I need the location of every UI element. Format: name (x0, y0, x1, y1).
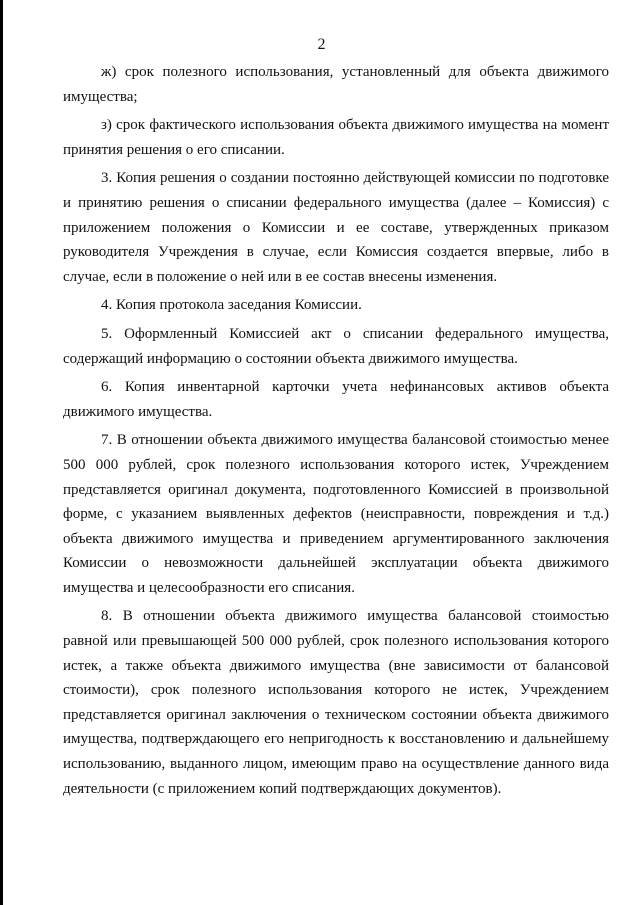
paragraph-item-zh: ж) срок полезного использования, установленный для объекта движимого имущества; (63, 64, 609, 105)
paragraph-item-7: 7. В отношении объекта движимого имущества балансовой стоимостью менее 500 000 рублей, срок полезного использования которого истек, Учреждением представляется оригинал документа, подготовленного Комиссией в произвольной форме, с указанием выявленных дефектов (неисправности, повреждения и т.д.) объекта движимого имущества и приведением аргументированного заключения Комиссии о невозможности дальнейшей эксплуатации объекта движимого имущества и целесообразности его списания. (63, 432, 609, 596)
paragraph-item-3: 3. Копия решения о создании постоянно действующей комиссии по подготовке и принятию решения о списании федерального имущества (далее – Комиссия) с приложением положения о Комиссии и ее составе, утвержденных приказом руководителя Учреждения в случае, если Комиссия создается впервые, либо в случае, если в положение о ней или в ее состав внесены изменения. (63, 170, 609, 285)
document-body (63, 60, 609, 805)
paragraph-item-4: 4. Копия протокола заседания Комиссии. (101, 297, 362, 314)
paragraph-item-z: з) срок фактического использования объекта движимого имущества на момент принятия решения о его списании. (63, 117, 609, 158)
paragraph-item-5: 5. Оформленный Комиссией акт о списании федерального имущества, содержащий информацию о состоянии объекта движимого имущества. (63, 325, 609, 367)
paragraph-item-6: 6. Копия инвентарной карточки учета нефинансовых активов объекта движимого имущества. (63, 379, 609, 420)
paragraph-item-8: 8. В отношении объекта движимого имущества балансовой стоимостью равной или превышающей 500 000 рублей, срок полезного использования которого истек, а также объекта движимого имущества (вне зависимости от балансовой стоимости), срок полезного использования которого не истек, Учреждением представляется оригинал заключения о техническом состоянии объекта движимого имущества, подтверждающего его непригодность к восстановлению и дальнейшему использованию, выданного лицом, имеющим право на осуществление данного вида деятельности (с приложением копий подтверждающих документов). (63, 608, 609, 797)
page-number: 2 (317, 36, 326, 53)
